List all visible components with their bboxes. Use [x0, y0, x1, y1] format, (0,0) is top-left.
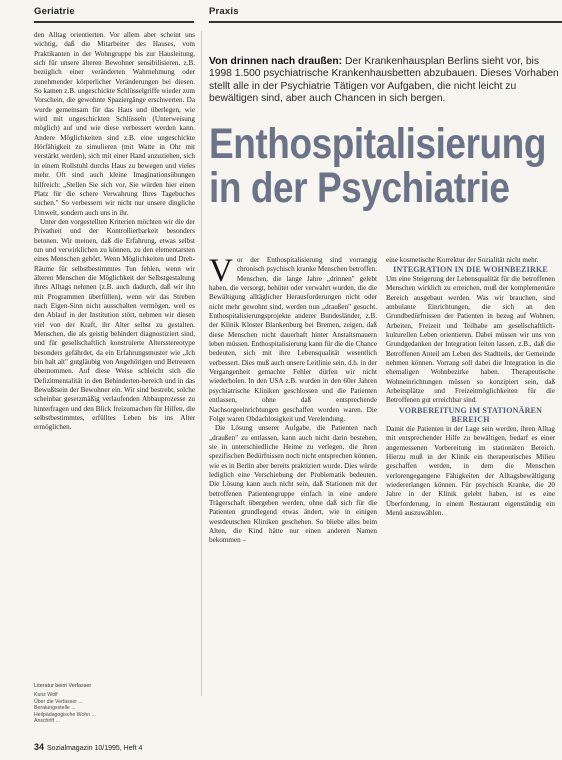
paragraph-text: or der Enthospitalisierung sind vorrangig chronisch psychisch kranke Menschen betroffen. Menschen, die lange Jahre „drinnen" gelebt haben, die versorgt, behütet oder verwahrt wurden, die die Bewältigung alltäglicher Herausforderungen nicht oder nicht mehr gewohnt sind, werden nun „draußen" gesucht. Enthospitalisierungsprojekte anderer Bundesländer, z.B. der Klinik Kloster Blankenburg bei Bremen, zeigen, daß diese Menschen nicht dauerhaft hinter Anstaltsmauern leben müssen. Enthospitalisierung kann für die die Chance bedeuten, sich mit ihre Lebensqualität wesentlich verbessert. Dies muß auch unsere Leitlinie sein, d.h. in der Vergangenheit gemachte Fehler dürfen wir nicht wiederholen. In den USA z.B. wurden in den 60er Jahren psychiatrische Kliniken geschlossen und die Patienten entlassen, ohne daß entsprechende Nachsorgeeinrichtungen geschaffen worden waren. Die Folge waren Obdachlosigkeit und Verelendung. [209, 256, 377, 423]
article-paragraph: Die Lösung unserer Aufgabe, die Patienten nach „draußen" zu entlassen, kann auch nicht darin bestehen, sie in unterschiedliche Heime zu verlegen, die ihren spezifischen Bedürfnissen noch nicht entsprechen können, wie es in Berlin aber bereits praktiziert wurde. Dies würde lediglich eine Verschiebung der Problematik bedeuten. Die Lösung kann auch nicht sein, daß Stationen mit der betroffenen Patientengruppe einfach in eine andere Trägerschaft übergeben werden, ohne daß sich für die Patienten grundlegend etwas ändert, wie in einigen westdeutschen Kliniken geschehen. So bliebe alles beim Alten, die Kind hätte nur einen anderen Namen bekommen – [209, 424, 377, 545]
drop-cap: V [209, 256, 233, 289]
article-paragraph: eine kosmetische Korrektur der Sozialität nicht mehr. [386, 256, 539, 264]
section-label-right: Praxis [209, 6, 239, 17]
page-number: 34 [34, 742, 45, 752]
section-label-left: Geriatrie [34, 6, 75, 17]
header-rule-right [209, 21, 562, 23]
page-footer [34, 742, 142, 752]
left-column-text [34, 31, 195, 683]
article-headline [209, 120, 547, 212]
article-paragraph: Damit die Patienten in der Lage sein werden, ihren Alltag mit entsprechender Hilfe zu bewältigen, bedarf es einer angemessenen Vorbereitung im stationären Bereich. Hierzu muß in der Klinik ein therapeutisches Milieu geschaffen werden, in dem die Menschen verlorengegangene Fähigkeiten der Alltagsbewältigung wiedererlangen können. Für psychisch Kranke, die 20 Jahre in der Klinik gelebt haben, ist es eine Überforderung, in einem Restaurant eigenständig ein Menü auszuwählen. [386, 424, 555, 518]
subheading: INTEGRATION IN DIE WOHNBEZIRKE [393, 265, 548, 275]
lead-text: Der Krankenhausplan Berlins sieht vor, bis 1998 1.500 psychiatrische Krankenhausbetten abzubauen. Dieses Vorhaben stellt alle in der Psychiatrie Tätigen vor Aufgaben, die nicht leicht zu bewältigen sind, aber auch Chancen in sich bergen. [209, 56, 559, 105]
author-box [34, 683, 195, 724]
author-line: Beratungsstelle ... [34, 705, 76, 712]
headline-line: in der Psychiatrie [209, 164, 510, 212]
publication-line: Sozialmagazin 10/1995, Heft 4 [47, 745, 143, 752]
article-paragraph: Um eine Steigerung der Lebensqualität für die betroffenen Menschen wirklich zu erreichen, muß der komplementäre Bereich ausgebaut werden. Was wir brauchen, sind ambulante Einrichtungen, die sich an den Grundbedürfnissen der Patienten in bezug auf Wohnen, Arbeiten, Freizeit und Teilhabe am gesellschaftlich-kulturellen Leben orientieren. Dabei müssen wir uns von Grundgedanken der Integration leiten lassen, z.B., daß die Betroffenen Anteil am Leben des Stadtteils, der Gemeinde nehmen können. Vorrang soll dabei die Integration in die ehemaligen Wohnbezirke haben. Therapeutische Wohneinrichtungen müssen so konzipiert sein, daß Arbeitsplätze und Freizeitmöglichkeiten für die Betroffenen gut erreichbar sind. [386, 274, 555, 405]
headline-line: Enthospitalisierung [209, 120, 547, 168]
lead-kicker: Von drinnen nach draußen: [209, 56, 343, 67]
column-divider [201, 31, 202, 696]
article-column-right [386, 256, 555, 746]
subheading: VORBEREITUNG IM STATIONÄREN BEREICH [398, 405, 543, 425]
header-rule-left [34, 21, 194, 23]
article-paragraph [209, 256, 377, 424]
author-line: Heilpädagogische Wohn ... [34, 711, 96, 718]
left-paragraph: den Alltag orientierten. Vor allem aber scheint uns wichtig, daß die Mitarbeiter des Hauses, vom Praktikanten in der Wohngruppe bis zur Hausleitung, sich für unsere älteren Bewohner sensibilisieren, z.B. bezüglich einer veränderten Wahrnehmung oder zunehmender körperlicher Veränderungen bei diesen. So kamen z.B. ungeschickte Schlüsselgriffe wieder zum Vorschein, die gewohnte Spaziergänge erschwerten. Da wurde gemeinsam für das Haus und überlegen, wie wird mit ungeschickten Schlüsseln (Unterweisung möglich) auf und wie diese verbessert werden kann. Andere Möglichkeiten sind z.B. eine ungeschickte Hörfähigkeit zu simulieren (mit Watte in Ohr mit verstärkt werden), sich mit einer Hand anzuziehen, sich in einem Rollstuhl durchs Haus zu bewegen und vieles mehr. Oft sind auch kleine Imaginationsübungen hilfreich: „Stellen Sie sich vor, Sie würden hier einen Platz für die schere Verwahrung Ihres Tagebuches suchen." So verbessern wir nicht nur unsere dingliche Umwelt, sondern auch uns in ihr. [34, 31, 195, 217]
article-column-middle [209, 256, 377, 746]
article-lead [209, 56, 559, 106]
author-line: Kunz Wolf [34, 692, 58, 699]
author-line: Anschrift ... [34, 718, 60, 725]
author-line: Über die Verfasser ... [34, 698, 83, 705]
literature-note: Literatur beim Verfasser [34, 683, 92, 689]
left-paragraph: Unter den vorgestellten Kriterien möchten wir die der Privatheit und der Kontrollierbarkeit besonders betonen. Wir meinen, daß die Erfahrung, etwas selbst tun und verwirklichen zu können, zu den elementarsten eines Menschen gehört. Wenn Möglichkeiten und Dreh-Räume für selbstbestimmtes Tun fehlen, wenn wir älteren Menschen die Möglichkeit der Selbstgestaltung ihres Alltags nehmen (z.B. auch dadurch, daß wir ihn mit Programmen überfüllen), wenn wir das Streben nach Eigen-Sinn nicht ausschalten vermögen, weil es den Ablauf in der Institution stört, nehmen wir diesen viel von der Kraft, ihr Alter selbst zu gestalten. Menschen, die als geistig behindert diagnostiziert sind, und für gesellschaftlich konstruierte Altersstereotype besonders gefährdet, da ein Erfahrungsmuster wie „Ich bin halt alt" gutgläubig von Angehörigen und Betreuern übernommen. Auf diese Weise schleicht sich die Defizitmentalität in den Behinderten-bereich und in das Bewußtsein der Bewohner ein. Wir sind bestrebt, solche scheinbar gesetzmäßig verlaufenden Abbauprozesse zu hinterfragen und den Blick freizumachen für Hilfen, die selbstbestimmtes, erfülltes Leben bis ins Alter ermöglichen. [34, 217, 195, 432]
